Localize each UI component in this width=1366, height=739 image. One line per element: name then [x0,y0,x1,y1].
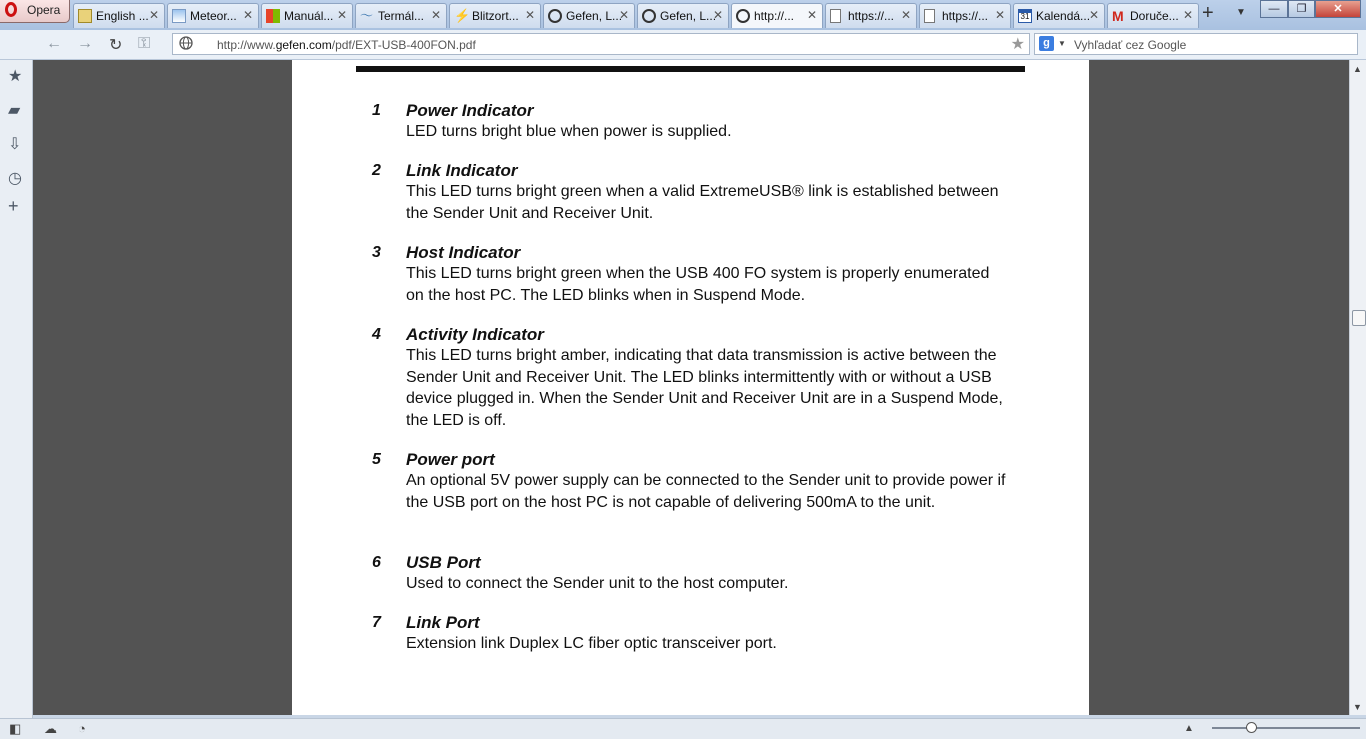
close-tab-icon[interactable]: ✕ [618,8,629,22]
zoom-slider[interactable] [1212,727,1360,729]
bookmark-star-icon[interactable]: ★ [1010,36,1025,53]
close-window-button[interactable]: ✕ [1315,0,1361,18]
reload-icon[interactable]: ↻ [109,37,123,54]
tab-bar [0,0,1366,30]
tab-manual[interactable]: Manuál... ✕ [261,3,353,28]
tab-https-1[interactable]: https://... ✕ [825,3,917,28]
tab-meteor[interactable]: Meteor... ✕ [167,3,259,28]
tab-blitzortung[interactable]: ⚡ Blitzort... ✕ [449,3,541,28]
forward-icon[interactable]: → [77,35,93,52]
view-toggle-icon[interactable]: ▲ [1184,723,1194,734]
add-panel-icon[interactable]: + [8,196,19,216]
globe-icon [179,36,193,50]
status-bar [0,718,1366,739]
turbo-gauge-icon[interactable]: ◔ [78,721,86,736]
gefen-icon [642,9,656,23]
search-field[interactable] [1034,33,1358,55]
maximize-button[interactable]: ❐ [1288,0,1315,18]
wave-icon: 〜 [360,8,374,23]
close-tab-icon[interactable]: ✕ [430,8,441,22]
close-tab-icon[interactable]: ✕ [336,8,347,22]
tab-https-2[interactable]: https://... ✕ [919,3,1011,28]
lightning-icon: ⚡ [454,8,471,23]
close-tab-icon[interactable]: ✕ [1088,8,1099,22]
close-tab-icon[interactable]: ✕ [900,8,911,22]
gmail-icon: M [1112,8,1124,24]
panel-toggle-icon[interactable]: ◧ [9,721,22,736]
pdf-viewer [33,60,1349,715]
bookmarks-star-icon[interactable]: ★ [8,68,23,85]
chevron-down-icon[interactable]: ▼ [1058,39,1066,48]
search-placeholder: Vyhľadať cez Google [1074,38,1187,52]
opera-logo-icon [5,2,17,17]
key-icon[interactable]: ⚿ [138,35,151,52]
tab-calendar[interactable]: 31 Kalendá... ✕ [1013,3,1105,28]
tab-english[interactable]: English ... ✕ [73,3,165,28]
downloads-icon[interactable]: ⇩ [8,136,22,153]
tab-active-pdf[interactable]: http://... ✕ [731,3,823,28]
gefen-icon [736,9,750,23]
minimize-button[interactable]: — [1260,0,1288,18]
close-tab-icon[interactable]: ✕ [712,8,723,22]
history-clock-icon[interactable]: ◷ [8,170,22,187]
scroll-down-icon[interactable]: ▼ [1353,702,1362,712]
close-tab-icon[interactable]: ✕ [994,8,1005,22]
notes-icon [78,9,92,23]
navigation-bar [0,30,1366,60]
zoom-slider-knob[interactable] [1246,722,1257,733]
close-tab-icon[interactable]: ✕ [148,8,159,22]
close-tab-icon[interactable]: ✕ [242,8,253,22]
notes-icon[interactable]: ▰ [8,102,21,119]
back-icon[interactable]: ← [46,35,62,52]
opera-unite-cloud-icon[interactable]: ☁ [44,721,57,736]
address-field[interactable] [172,33,1030,55]
calendar-icon: 31 [1018,9,1032,23]
side-panel [0,60,33,718]
gefen-icon [548,9,562,23]
close-tab-icon[interactable]: ✕ [524,8,535,22]
tab-termal[interactable]: 〜 Termál... ✕ [355,3,447,28]
scroll-thumb[interactable] [1352,310,1366,326]
weather-icon [172,9,186,23]
page-icon [830,9,841,23]
pdf-page: 1 Power Indicator LED turns bright blue when power is supplied. 2 Link Indicator This LED turns bright green when a valid ExtremeUSB® link is established between the Sender Unit and Receiver Unit. 3 Host Indicator This LED turns bright green when the USB 400 FO system is properly enumerated on the host PC. The LED blinks when in Suspend Mode. 4 Activity Indicator This LED turns bright amber, indicating that data transmission is active between the Sender Unit and Receiver Unit. The LED blinks intermittently with or without a USB device plugged in. When the Sender Unit and Receiver Unit are in a Suspend Mode, the LED is off. 5 Power port An optional 5V power supply can be connected to the Sender unit to provide power if the USB port on the host PC is not capable of delivering 500mA to the unit. 6 USB Port Used to connect the Sender unit to the host computer. 7 Link Port Extension link Duplex LC fiber optic transceiver port. [292,60,1089,715]
windows-icon [266,9,280,23]
tab-list-menu-button[interactable]: ▼ [1236,7,1246,18]
tab-gefen-1[interactable]: Gefen, L... ✕ [543,3,635,28]
close-tab-icon[interactable]: ✕ [806,8,817,22]
close-tab-icon[interactable]: ✕ [1182,8,1193,22]
address-url: http://www.gefen.com/pdf/EXT-USB-400FON.pdf [217,38,476,52]
header-rule [356,66,1025,72]
tab-gefen-2[interactable]: Gefen, L... ✕ [637,3,729,28]
scroll-up-icon[interactable]: ▲ [1353,64,1362,74]
new-tab-button[interactable]: + [1202,2,1214,24]
vertical-scrollbar[interactable] [1349,60,1366,715]
opera-menu-button[interactable]: Opera [0,0,70,23]
tab-gmail[interactable]: M Doruče... ✕ [1107,3,1199,28]
page-icon [924,9,935,23]
google-icon[interactable]: g [1039,36,1054,51]
